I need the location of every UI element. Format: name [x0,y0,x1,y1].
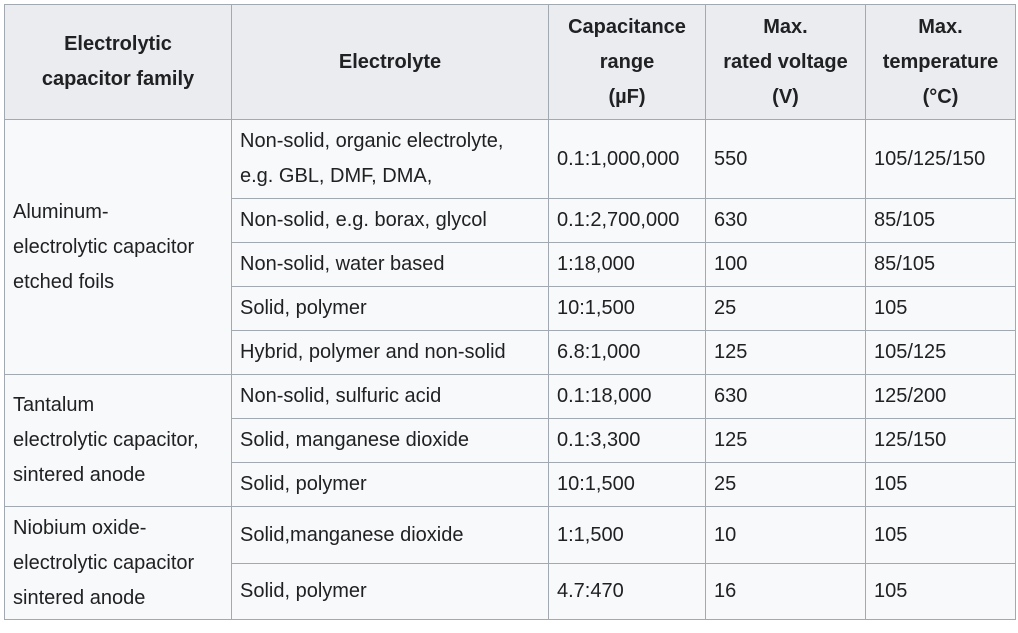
temperature-cell: 105 [866,463,1016,507]
voltage-cell: 25 [706,287,866,331]
capacitance-cell: 0.1:3,300 [549,419,706,463]
electrolyte-cell: Non-solid, water based [232,243,549,287]
capacitance-cell: 4.7:470 [549,564,706,620]
voltage-cell: 630 [706,375,866,419]
voltage-cell: 125 [706,331,866,375]
electrolyte-cell: Hybrid, polymer and non-solid [232,331,549,375]
capacitor-comparison-table [4,4,1016,620]
temperature-cell: 125/150 [866,419,1016,463]
header-electrolyte: Electrolyte [232,5,549,120]
electrolyte-cell: Non-solid, sulfuric acid [232,375,549,419]
capacitance-cell: 1:18,000 [549,243,706,287]
temperature-cell: 105/125 [866,331,1016,375]
table-row [5,507,1016,564]
capacitance-cell: 0.1:18,000 [549,375,706,419]
voltage-cell: 630 [706,199,866,243]
capacitance-cell: 0.1:2,700,000 [549,199,706,243]
table-header-row [5,5,1016,120]
temperature-cell: 105 [866,507,1016,564]
capacitance-cell: 0.1:1,000,000 [549,120,706,199]
temperature-cell: 85/105 [866,199,1016,243]
voltage-cell: 125 [706,419,866,463]
voltage-cell: 25 [706,463,866,507]
temperature-cell: 105/125/150 [866,120,1016,199]
electrolyte-cell: Solid, polymer [232,287,549,331]
capacitance-cell: 1:1,500 [549,507,706,564]
header-capacitance: Capacitance range (µF) [549,5,706,120]
header-family: Electrolytic capacitor family [5,5,232,120]
family-cell-niobium: Niobium oxide- electrolytic capacitor sintered anode [5,507,232,620]
temperature-cell: 125/200 [866,375,1016,419]
table-row [5,375,1016,419]
electrolyte-cell: Solid, manganese dioxide [232,419,549,463]
electrolyte-cell: Non-solid, e.g. borax, glycol [232,199,549,243]
header-voltage: Max. rated voltage (V) [706,5,866,120]
voltage-cell: 10 [706,507,866,564]
header-temperature: Max. temperature (°C) [866,5,1016,120]
temperature-cell: 85/105 [866,243,1016,287]
electrolyte-cell: Solid, polymer [232,564,549,620]
electrolyte-cell: Non-solid, organic electrolyte, e.g. GBL, DMF, DMA, [232,120,549,199]
family-cell-tantalum: Tantalum electrolytic capacitor, sintered anode [5,375,232,507]
electrolyte-cell: Solid,manganese dioxide [232,507,549,564]
voltage-cell: 16 [706,564,866,620]
capacitance-cell: 6.8:1,000 [549,331,706,375]
temperature-cell: 105 [866,287,1016,331]
capacitance-cell: 10:1,500 [549,287,706,331]
electrolyte-cell: Solid, polymer [232,463,549,507]
capacitance-cell: 10:1,500 [549,463,706,507]
voltage-cell: 100 [706,243,866,287]
temperature-cell: 105 [866,564,1016,620]
table-row [5,120,1016,199]
voltage-cell: 550 [706,120,866,199]
family-cell-aluminum: Aluminum- electrolytic capacitor etched foils [5,120,232,375]
